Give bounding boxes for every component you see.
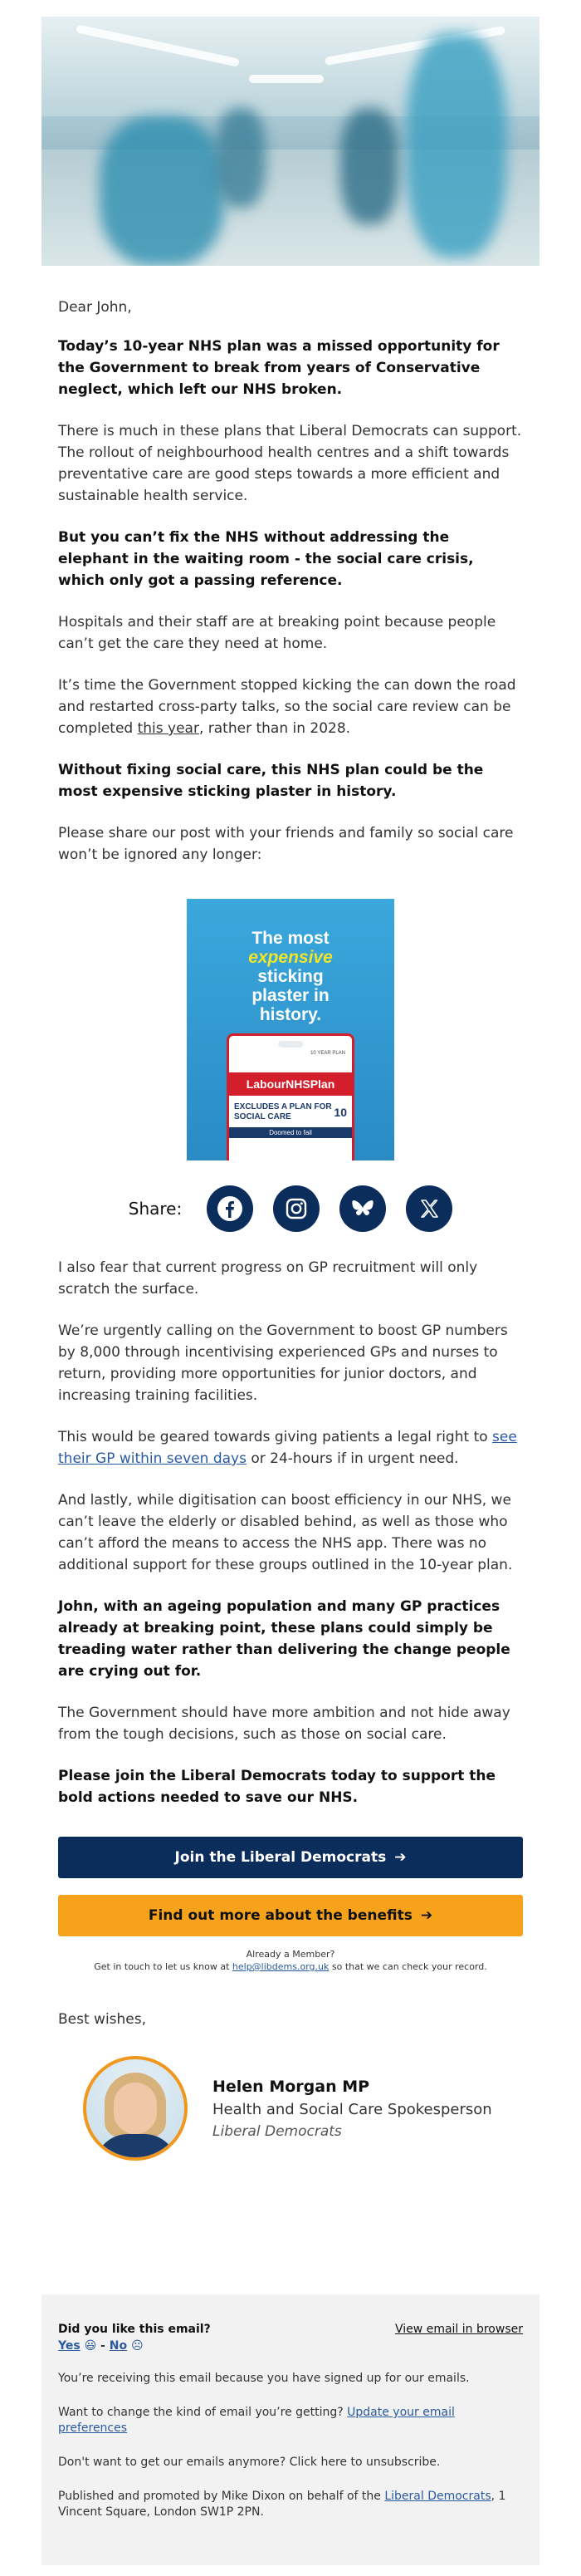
poster-line: history.	[259, 1005, 322, 1024]
member-text-b: so that we can check your record.	[329, 1961, 487, 1972]
plaster-box	[227, 1033, 354, 1160]
footer-top-row	[58, 2323, 523, 2336]
plaster-hanger	[278, 1041, 303, 1048]
arrow-right-icon: ➔	[420, 1907, 433, 1924]
plaster-brand: LabourNHSPlan	[229, 1072, 352, 1096]
footer-promoted-text: Published and promoted by Mike Dixon on behalf of the	[58, 2490, 385, 2503]
footer-address: , 1 Vincent Square, London SW1P 2PN.	[58, 2490, 506, 2519]
member-text	[58, 1960, 523, 1973]
poster-container	[58, 899, 523, 1160]
footer-unsubscribe[interactable]: Don't want to get our emails anymore? Click here to unsubscribe.	[58, 2456, 441, 2469]
paragraph-text: , rather than in 2028.	[198, 720, 351, 737]
email-content	[42, 299, 540, 2161]
paragraph: Please join the Liberal Democrats today to support the bold actions needed to save our NHS.	[58, 1768, 496, 1806]
facebook-icon[interactable]	[207, 1185, 253, 1232]
signature-org: Liberal Democrats	[212, 2122, 342, 2140]
avatar-face	[114, 2083, 157, 2134]
view-in-browser-link[interactable]: View email in browser	[395, 2323, 523, 2336]
signoff: Best wishes,	[58, 2011, 147, 2028]
join-button-label: Join the Liberal Democrats	[174, 1849, 387, 1866]
signature-name: Helen Morgan MP	[212, 2077, 370, 2096]
hero-figure	[216, 108, 266, 208]
gp-seven-days-link[interactable]: see their GP within seven days	[58, 1429, 517, 1467]
signature-role: Health and Social Care Spokesperson	[212, 2100, 492, 2118]
paragraph: But you can’t fix the NHS without addressing the elephant in the waiting room - the social care crisis, which only got a passing reference.	[58, 529, 474, 589]
plaster-excludes-text: EXCLUDES A PLAN FOR SOCIAL CARE	[234, 1102, 332, 1121]
plaster-count: 10	[334, 1106, 347, 1119]
hero-image	[42, 17, 540, 266]
paragraph: We’re urgently calling on the Government to boost GP numbers by 8,000 through incentivising experienced GPs and nurses to return, providing more opportunities for junior doctors, and increasing training facilities.	[58, 1322, 508, 1404]
feedback-options	[58, 2339, 523, 2353]
paragraph-text: or 24-hours if in urgent need.	[246, 1450, 459, 1467]
join-button[interactable]	[58, 1837, 523, 1878]
greeting: Dear John,	[58, 299, 132, 316]
poster-line: sticking	[257, 967, 324, 986]
footer-reason: You’re receiving this email because you have signed up for our emails.	[58, 2372, 470, 2385]
plaster-brand-small: 10 YEAR PLAN	[310, 1051, 345, 1056]
signature-text	[212, 2078, 492, 2140]
paragraph-text: This would be geared towards giving patients a legal right to	[58, 1429, 493, 1445]
footer-change	[58, 2405, 523, 2436]
avatar-body	[95, 2134, 178, 2161]
poster-line: The most	[251, 929, 330, 948]
avatar	[83, 2056, 188, 2161]
feedback-no-link[interactable]: No	[109, 2339, 128, 2353]
paragraph: Please share our post with your friends and family so social care won’t be ignored any longer:	[58, 825, 514, 863]
paragraph: John, with an ageing population and many GP practices already at breaking point, these plans could simply be treading water rather than delivering the change people are crying out for.	[58, 1598, 510, 1680]
paragraph: Hospitals and their staff are at breaking point because people can’t get the care they need at home.	[58, 614, 496, 652]
update-preferences-link[interactable]: Update your email preferences	[58, 2406, 455, 2435]
underlined-text: this year	[137, 720, 199, 737]
paragraph: And lastly, while digitisation can boost efficiency in our NHS, we can’t leave the elderly or disabled behind, as well as those who can’t afford the means to access the NHS app. There was no additional support for these groups outlined in the 10-year plan.	[58, 1492, 513, 1573]
paragraph	[58, 675, 523, 739]
share-bar	[58, 1185, 523, 1232]
help-email-link[interactable]: help@libdems.org.uk	[232, 1961, 330, 1972]
poster-line: expensive	[248, 948, 333, 967]
plaster-doom: Doomed to fail	[229, 1127, 352, 1138]
feedback-separator: -	[96, 2339, 110, 2353]
poster-line: plaster in	[251, 986, 330, 1005]
hero-figure	[100, 116, 224, 266]
hero-light	[249, 75, 324, 83]
benefits-button[interactable]	[58, 1895, 523, 1936]
paragraph	[58, 1426, 523, 1470]
footer-change-text: Want to change the kind of email you’re getting?	[58, 2406, 348, 2419]
plaster-excludes	[229, 1096, 352, 1122]
sticking-plaster-poster[interactable]	[187, 899, 394, 1160]
paragraph: The Government should have more ambition and not hide away from the tough decisions, such as those on social care.	[58, 1705, 510, 1743]
bluesky-icon[interactable]	[339, 1185, 386, 1232]
signature-block	[58, 2056, 523, 2161]
benefits-button-label: Find out more about the benefits	[148, 1907, 413, 1924]
paragraph: I also fear that current progress on GP recruitment will only scratch the surface.	[58, 1259, 478, 1298]
feedback-question: Did you like this email?	[58, 2323, 211, 2336]
paragraph: Today’s 10-year NHS plan was a missed opportunity for the Government to break from years of Conservative neglect, which left our NHS broken.	[58, 338, 500, 398]
email-body	[42, 17, 540, 2161]
lib-dems-link[interactable]: Liberal Democrats	[384, 2490, 491, 2503]
hero-figure	[340, 108, 398, 224]
sad-face-icon: ☹	[130, 2339, 144, 2353]
feedback-yes-link[interactable]: Yes	[58, 2339, 81, 2353]
hero-figure	[407, 33, 506, 258]
arrow-right-icon: ➔	[394, 1849, 407, 1866]
share-label: Share:	[128, 1199, 183, 1219]
x-icon[interactable]	[406, 1185, 452, 1232]
paragraph-text: It’s time the Government stopped kicking the can down the road and restarted cross-party talks, so the social care review can be completed	[58, 677, 516, 737]
footer-promoted	[58, 2489, 523, 2520]
member-heading: Already a Member?	[246, 1949, 335, 1960]
paragraph: Without fixing social care, this NHS plan could be the most expensive sticking plaster in history.	[58, 762, 484, 800]
poster-headline	[187, 929, 394, 1024]
email-footer	[42, 2294, 540, 2565]
paragraph: There is much in these plans that Liberal Democrats can support. The rollout of neighbourhood health centres and a shift towards preventative care are good steps towards a more efficient and sustainable health service.	[58, 423, 522, 504]
member-note	[58, 1948, 523, 1973]
member-text-a: Get in touch to let us know at	[94, 1961, 232, 1972]
happy-face-icon: 😃	[84, 2339, 97, 2353]
instagram-icon[interactable]	[273, 1185, 320, 1232]
